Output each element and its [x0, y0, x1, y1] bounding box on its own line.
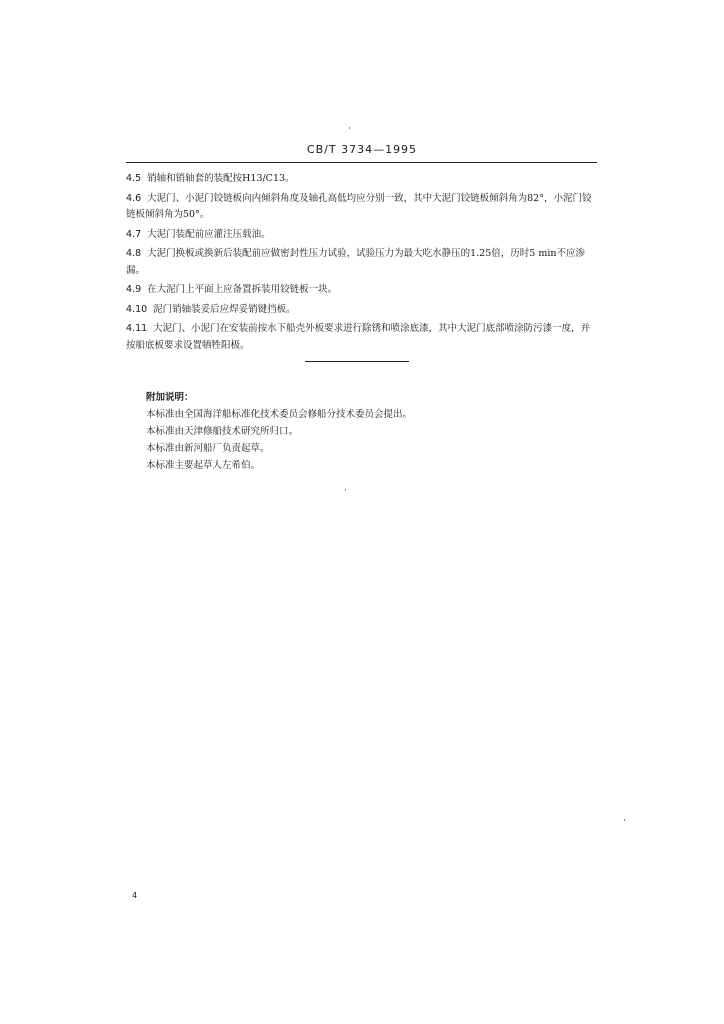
clause-text: 大泥门、小泥门在安装前按水下船壳外板要求进行除锈和喷涂底漆，其中大泥门底部喷涂防污漆一度，并按船底板要求设置牺牲阳极。: [126, 323, 591, 351]
clause-number: 4.7: [126, 228, 142, 240]
section-end-rule: [305, 361, 409, 362]
additional-notes: [146, 389, 566, 474]
header-rule: [126, 162, 597, 163]
clause-4-6: [126, 191, 598, 224]
clause-4-5: [126, 171, 598, 188]
clause-4-7: [126, 227, 598, 244]
clause-list: [126, 171, 598, 357]
clause-4-10: [126, 302, 598, 319]
clause-number: 4.10: [126, 303, 148, 315]
clause-number: 4.11: [126, 323, 148, 334]
clause-text: 大泥门装配前应灌注压载油。: [147, 228, 271, 240]
clause-number: 4.6: [126, 192, 142, 204]
clause-number: 4.5: [126, 173, 142, 184]
scan-speck: [349, 127, 350, 129]
standard-number-header: CB/T 3734—1995: [306, 143, 418, 156]
notes-line-proposer: 本标准由全国海洋船标准化技术委员会修船分技术委员会提出。: [146, 409, 413, 420]
clause-text: 大泥门、小泥门铰链板向内倾斜角度及轴孔高低均应分别一致，其中大泥门铰链板倾斜角为82°，小泥门铰链板倾斜角为50°。: [126, 192, 592, 220]
clause-text: 在大泥门上平面上应备置拆装用铰链板一块。: [147, 284, 338, 295]
clause-4-9: [126, 282, 598, 299]
page-number: 4: [132, 891, 138, 900]
clause-4-8: [126, 246, 598, 279]
notes-title: 附加说明：: [146, 392, 194, 403]
scan-speck: [345, 489, 346, 491]
clause-text: 销轴和销轴套的装配按H13/C13。: [147, 173, 295, 184]
clause-number: 4.9: [126, 284, 142, 295]
notes-line-administrator: 本标准由天津修船技术研究所归口。: [146, 426, 299, 437]
notes-line-drafter: 本标准主要起草人左希伯。: [146, 460, 261, 471]
clause-4-11: [126, 321, 598, 354]
notes-line-drafting-unit: 本标准由新河船厂负责起草。: [146, 443, 270, 454]
clause-number: 4.8: [126, 248, 142, 259]
clause-text: 泥门销轴装妥后应焊妥销键挡板。: [153, 303, 296, 315]
scan-speck: [624, 819, 625, 821]
clause-text: 大泥门换板或换新后装配前应做密封性压力试验，试验压力为最大吃水静压的1.25倍，历时5 min不应渗漏。: [126, 248, 585, 276]
